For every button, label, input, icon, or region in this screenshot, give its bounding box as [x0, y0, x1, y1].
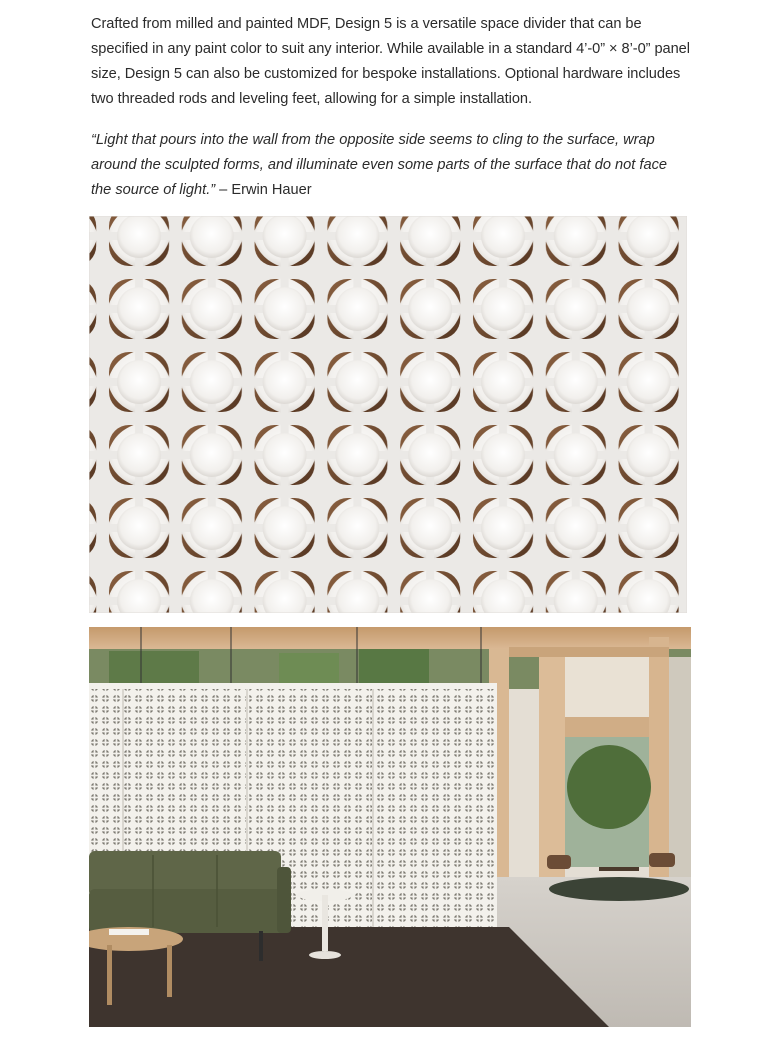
description-paragraph: Crafted from milled and painted MDF, Design 5 is a versatile space divider that can be specified in any paint color to suit any interior. While available in a standard 4’-0” × 8’-0” panel size, Design 5 can also be customized for bespoke installations. Optional hardware includes two threaded rods and leveling feet, allowing for a simple installation. [91, 16, 690, 107]
article-copy [91, 12, 691, 203]
sculpted-panel-closeup-image [89, 216, 687, 613]
quote-text: “Light that pours into the wall from the opposite side seems to cling to the surface, wrap around the sculpted forms, and illuminate even some parts of the surface that do not face the source of light.” [91, 132, 667, 198]
room-divider-installation-image [89, 627, 691, 1027]
quote-attribution: – Erwin Hauer [215, 182, 312, 198]
quote-block [91, 128, 691, 203]
